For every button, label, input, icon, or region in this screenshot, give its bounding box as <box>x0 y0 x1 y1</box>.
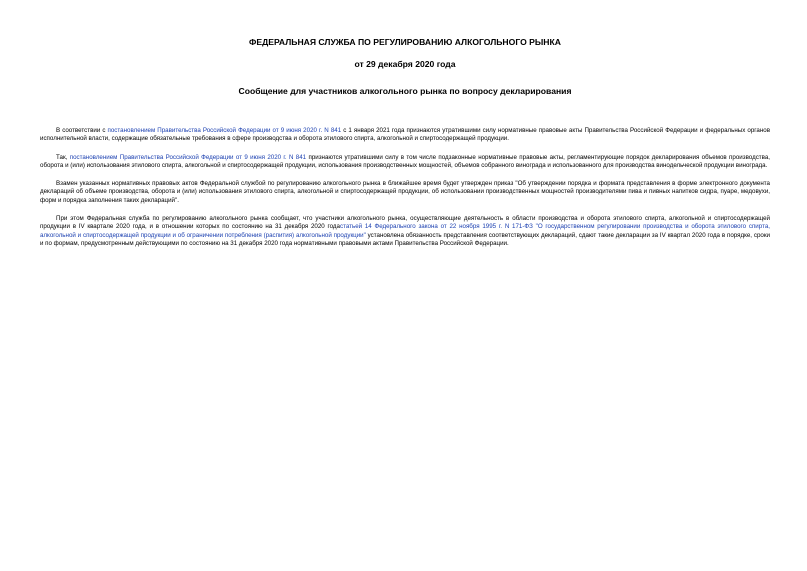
document-title: Сообщение для участников алкогольного рынка по вопросу декларирования <box>238 86 572 96</box>
paragraph-4 <box>40 215 770 248</box>
paragraph-text: При этом Федеральная служба по регулированию алкогольного рынка сообщает, что участники алкогольного рынка, осуществляющие деятельность в области производства и оборота этилового спирта, алкогольной и спиртосодержащей продукции в IV квартале 2020 года, и в отношении которых по состоянию на 31 декабря 2020 года <box>40 215 770 231</box>
decree-841-link[interactable]: постановлением Правительства Российской Федерации от 9 июня 2020 г. N 841 <box>69 153 307 161</box>
organization-heading: ФЕДЕРАЛЬНАЯ СЛУЖБА ПО РЕГУЛИРОВАНИЮ АЛКОГОЛЬНОГО РЫНКА <box>249 37 561 47</box>
paragraph-text: Взамен указанных нормативных правовых актов Федеральной службой по регулированию алкогольного рынка в ближайшее время будет утвержден приказ "Об утверждении порядка и формата представления в форме электронного документа деклараций об объеме производства, оборота и (или) использования этилового спирта, алкогольной и спиртосодержащей продукции, об использовании производственных мощностей производителями пива и пивных напитков сидра, пуаре, медовухи, форм и порядка заполнения таких деклараций". <box>40 180 770 204</box>
federal-law-171-link[interactable]: статьей 14 Федерального закона от 22 ноября 1995 г. N 171-ФЗ "О государственном регулировании производства и оборота этилового спирта, алкогольной и спиртосодержащей продукции и об ограничении потребления (распития) алкогольной продукции" <box>40 223 770 239</box>
document-body <box>40 127 770 248</box>
decree-841-link[interactable]: постановлением Правительства Российской Федерации от 9 июня 2020 г. N 841 <box>107 127 342 134</box>
paragraph-text: с 1 января 2021 года признаются утратившими силу нормативные правовые акты Правительства Российской Федерации и федеральных органов исполнительной власти, содержащие обязательные требования в сфере производства и оборота этилового спирта, алкогольной и спиртосодержащей продукции. <box>40 127 770 143</box>
paragraph-text: признаются утратившими силу в том числе подзаконные нормативные правовые акты, регламентирующие порядок декларирования объемов производства, оборота и (или) использования этилового спирта, алкогольной и спиртосодержащей продукции, использования производственных мощностей, объемов собранного винограда и использованного для производства винодельческой продукции винограда. <box>40 153 771 169</box>
paragraph-text: В соответствии с <box>56 127 108 134</box>
paragraph-2 <box>40 154 770 171</box>
document-page <box>40 34 770 258</box>
paragraph-3 <box>40 180 770 205</box>
paragraph-1 <box>40 127 770 144</box>
document-date: от 29 декабря 2020 года <box>354 59 456 69</box>
paragraph-text: установлена обязанность представления соответствующих деклараций, сдают такие декларации за IV квартал 2020 года в порядке, сроки и по формам, предусмотренным действующими по состоянию на 31 декабря 2020 года нормативными правовыми актами Правительства Российской Федерации. <box>40 231 771 247</box>
paragraph-text: Так, <box>56 153 70 161</box>
